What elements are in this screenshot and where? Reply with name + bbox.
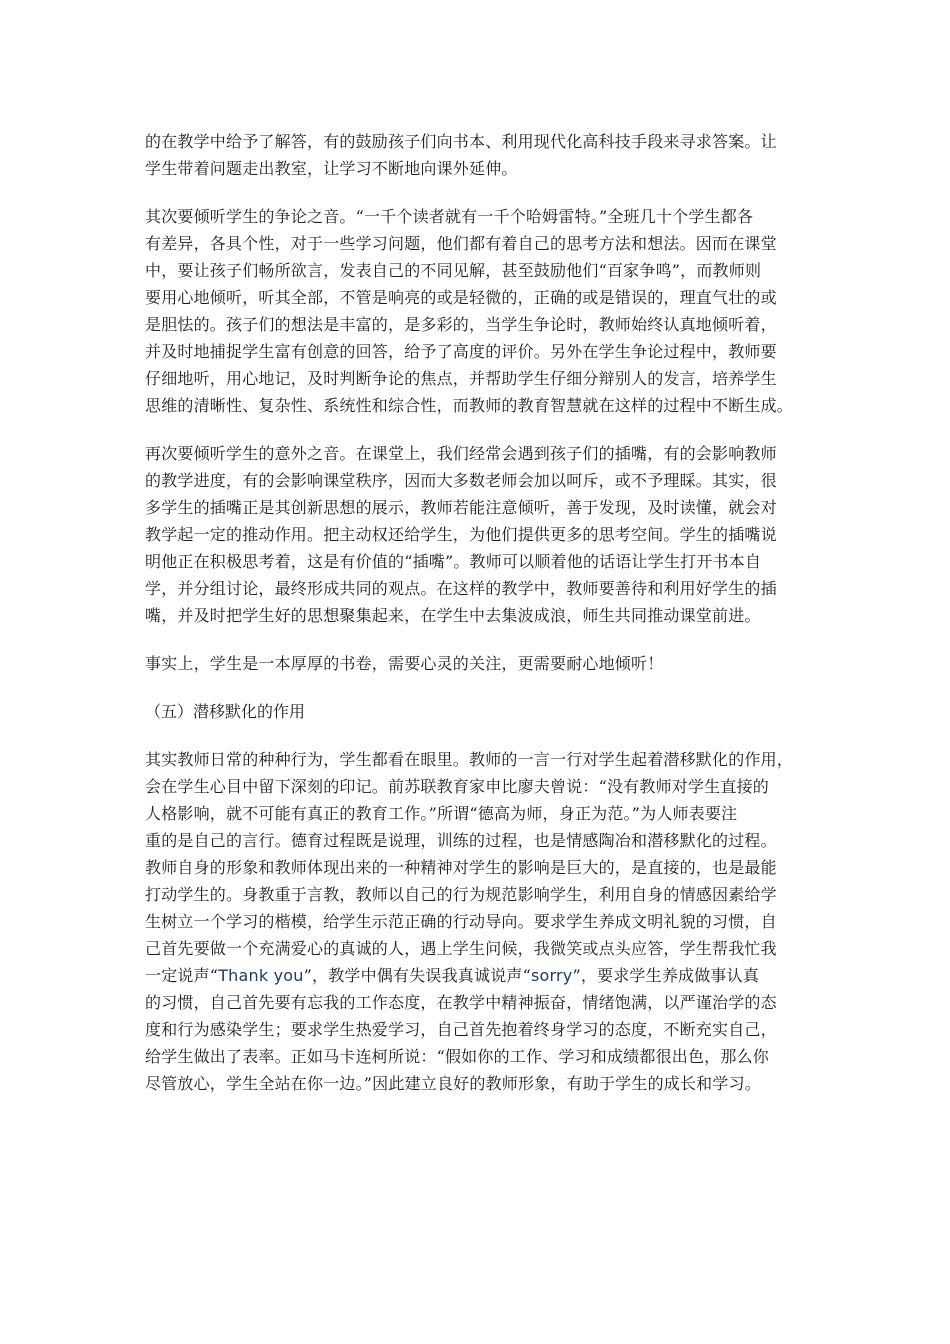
text-segment: ”，要求学生养成做事认真 bbox=[572, 966, 760, 985]
text-line: 明他正在积极思考着，这是有价值的“插嘴”。教师可以顺着他的话语让学生打开书本自 bbox=[145, 552, 762, 571]
text-line: 的习惯，自己首先要有忘我的工作态度，在教学中精神振奋，情绪饱满，以严谨治学的态 bbox=[145, 993, 777, 1012]
text-line: 教学起一定的推动作用。把主动权还给学生，为他们提供更多的思考空间。学生的插嘴说 bbox=[145, 525, 777, 544]
text-line: 的教学进度，有的会影响课堂秩序，因而大多数老师会加以呵斥，或不予理睬。其实，很 bbox=[145, 471, 777, 490]
text-line: 其次要倾听学生的争论之音。“一千个读者就有一千个哈姆雷特。”全班几十个学生都各 bbox=[145, 207, 754, 226]
paragraph-2 bbox=[145, 203, 810, 419]
text-line: 生树立一个学习的楷模，给学生示范正确的行动导向。要求学生养成文明礼貌的习惯，自 bbox=[145, 912, 777, 931]
text-line: 再次要倾听学生的意外之音。在课堂上，我们经常会遇到孩子们的插嘴，有的会影响教师 bbox=[145, 444, 777, 463]
text-line: 并及时地捕捉学生富有创意的回答，给予了高度的评价。另外在学生争论过程中，教师要 bbox=[145, 342, 777, 361]
text-line: 学，并分组讨论，最终形成共同的观点。在这样的教学中，教师要善待和利用好学生的插 bbox=[145, 579, 777, 598]
text-line: 会在学生心目中留下深刻的印记。前苏联教育家申比廖夫曾说：“没有教师对学生直接的 bbox=[145, 777, 769, 796]
text-line: 有差异，各具个性，对于一些学习问题，他们都有着自己的思考方法和想法。因而在课堂 bbox=[145, 234, 777, 253]
text-line: 学生带着问题走出教室，让学习不断地向课外延伸。 bbox=[145, 159, 518, 178]
text-line: 打动学生的。身教重于言教，教师以自己的行为规范影响学生，利用自身的情感因素给学 bbox=[145, 885, 777, 904]
text-line: 给学生做出了表率。正如马卡连柯所说：“假如你的工作、学习和成绩都很出色，那么你 bbox=[145, 1047, 769, 1066]
text-line: 嘴，并及时把学生好的思想聚集起来，在学生中去集波成浪，师生共同推动课堂前进。 bbox=[145, 606, 761, 625]
text-segment: ”，教学中偶有失误我真诚说声“ bbox=[303, 966, 531, 985]
text-line: 多学生的插嘴正是其创新思想的展示，教师若能注意倾听，善于发现，及时读懂，就会对 bbox=[145, 498, 777, 517]
text-segment: 一定说声“ bbox=[145, 966, 219, 985]
section-heading: （五）潜移默化的作用 bbox=[145, 702, 306, 721]
text-line: 要用心地倾听，听其全部，不管是响亮的或是轻微的，正确的或是错误的，理直气壮的或 bbox=[145, 288, 777, 307]
paragraph-4 bbox=[145, 650, 810, 677]
text-line: 尽管放心，学生全站在你一边。”因此建立良好的教师形象，有助于学生的成长和学习。 bbox=[145, 1074, 761, 1093]
paragraph-3 bbox=[145, 440, 810, 629]
text-line: 己首先要做一个充满爱心的真诚的人，遇上学生问候，我微笑或点头应答，学生帮我忙我 bbox=[145, 939, 777, 958]
text-line-mixed bbox=[145, 962, 810, 989]
paragraph-1 bbox=[145, 128, 810, 182]
text-line: 事实上，学生是一本厚厚的书卷，需要心灵的关注，更需要耐心地倾听！ bbox=[145, 654, 664, 673]
text-line: 中，要让孩子们畅所欲言，发表自己的不同见解，甚至鼓励他们“百家争鸣”，而教师则 bbox=[145, 261, 762, 280]
text-line: 思维的清晰性、复杂性、系统性和综合性，而教师的教育智慧就在这样的过程中不断生成。 bbox=[145, 396, 794, 415]
text-line: 教师自身的形象和教师体现出来的一种精神对学生的影响是巨大的，是直接的，也是最能 bbox=[145, 858, 777, 877]
text-line: 的在教学中给予了解答，有的鼓励孩子们向书本、利用现代化高科技手段来寻求答案。让 bbox=[145, 132, 777, 151]
text-line: 仔细地听，用心地记，及时判断争论的焦点，并帮助学生仔细分辩别人的发言，培养学生 bbox=[145, 369, 777, 388]
text-line: 是胆怯的。孩子们的想法是丰富的，是多彩的，当学生争论时，教师始终认真地倾听着， bbox=[145, 315, 777, 334]
paragraph-5 bbox=[145, 746, 810, 1097]
english-phrase-thank-you: Thank you bbox=[218, 966, 304, 985]
text-line: 度和行为感染学生；要求学生热爱学习，自己首先抱着终身学习的态度，不断充实自己， bbox=[145, 1020, 777, 1039]
text-line: 重的是自己的言行。德育过程既是说理，训练的过程，也是情感陶冶和潜移默化的过程。 bbox=[145, 831, 777, 850]
text-line: 其实教师日常的种种行为，学生都看在眼里。教师的一言一行对学生起着潜移默化的作用， bbox=[145, 750, 794, 769]
text-line: 人格影响，就不可能有真正的教育工作。”所谓“德高为师，身正为范。”为人师表要注 bbox=[145, 804, 738, 823]
english-word-sorry: sorry bbox=[530, 966, 573, 985]
document-body bbox=[145, 128, 810, 1118]
